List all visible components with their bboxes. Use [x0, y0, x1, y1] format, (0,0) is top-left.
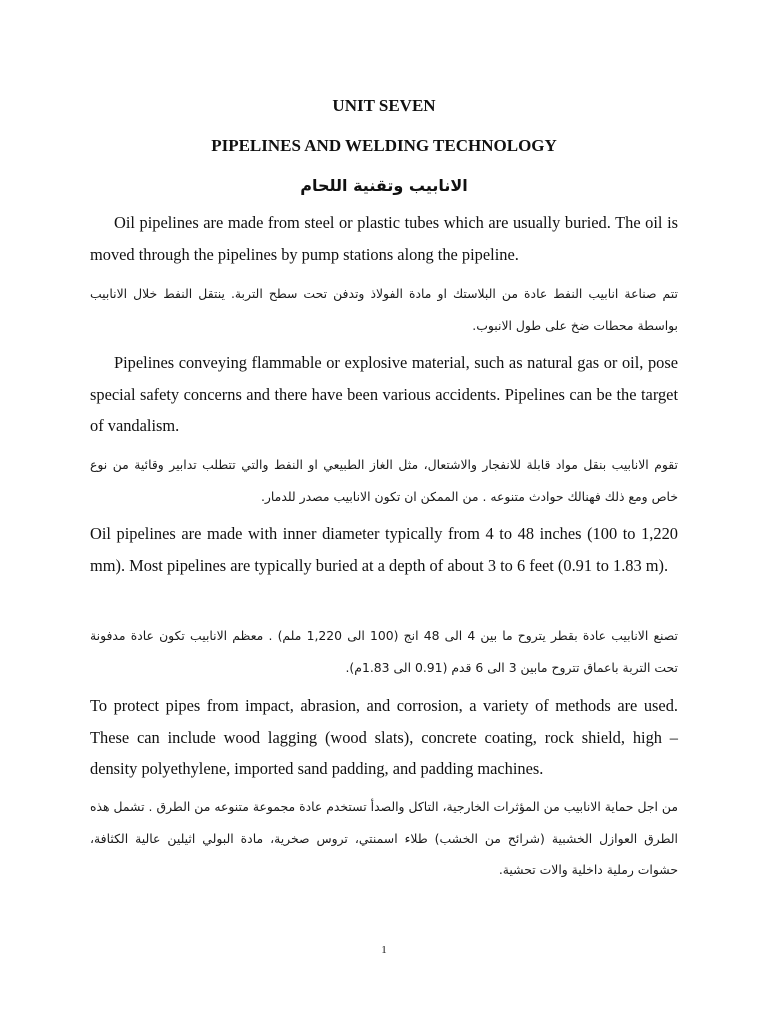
- paragraph-4-arabic: من اجل حماية الانابيب من المؤثرات الخارجية، التاكل والصدأ تستخدم عادة مجموعة متنوعه من الطرق . تشمل هذه الطرق العوازل الخشبية (شرائح من الخشب) طلاء اسمنتي، تروس صخرية، مادة البولي اثيلين عالية الكثافة، حشوات رملية داخلية والات تحشية.: [90, 799, 678, 877]
- paragraph-2-english: Pipelines conveying flammable or explosive material, such as natural gas or oil, pose special safety concerns and there have been various accidents. Pipelines can be the target of vandalism.: [90, 353, 678, 435]
- paragraph-3-english: Oil pipelines are made with inner diameter typically from 4 to 48 inches (100 to 1,220 mm). Most pipelines are typically buried at a depth of about 3 to 6 feet (0.91 to 1.83 m).: [90, 524, 678, 575]
- unit-title: UNIT SEVEN: [332, 96, 436, 115]
- main-title: PIPELINES AND WELDING TECHNOLOGY: [211, 136, 557, 155]
- arabic-title: الانابيب وتقنية اللحام: [300, 176, 468, 195]
- paragraph-3-arabic: تصنع الانابيب عادة بقطر يتروح ما بين 4 الى 48 انج (100 الى 1,220 ملم) . معظم الانابيب تكون عادة مدفونة تحت التربة باعماق تتروح مابين 3 الى 6 قدم (0.91 الى 1.83م).: [90, 628, 678, 675]
- paragraph-2-arabic: تقوم الانابيب بنقل مواد قابلة للانفجار والاشتعال، مثل الغاز الطبيعي او النفط والتي تتطلب تدابير وقائية من نوع خاص ومع ذلك فهنالك حوادث متنوعه . من الممكن ان تكون الانابيب مصدر للدمار.: [90, 457, 678, 504]
- paragraph-4-english: To protect pipes from impact, abrasion, and corrosion, a variety of methods are used. These can include wood lagging (wood slats), concrete coating, rock shield, high –density polyethylene, imported sand padding, and padding machines.: [90, 696, 678, 778]
- paragraph-1-arabic: تتم صناعة انابيب النفط عادة من البلاستك او مادة الفولاذ وتدفن تحت سطح التربة. ينتقل النفط خلال الانابيب بواسطة محطات ضخ على طول الانبوب.: [90, 286, 678, 333]
- page-number: 1: [381, 944, 387, 956]
- paragraph-1-english: Oil pipelines are made from steel or plastic tubes which are usually buried. The oil is moved through the pipelines by pump stations along the pipeline.: [90, 213, 678, 264]
